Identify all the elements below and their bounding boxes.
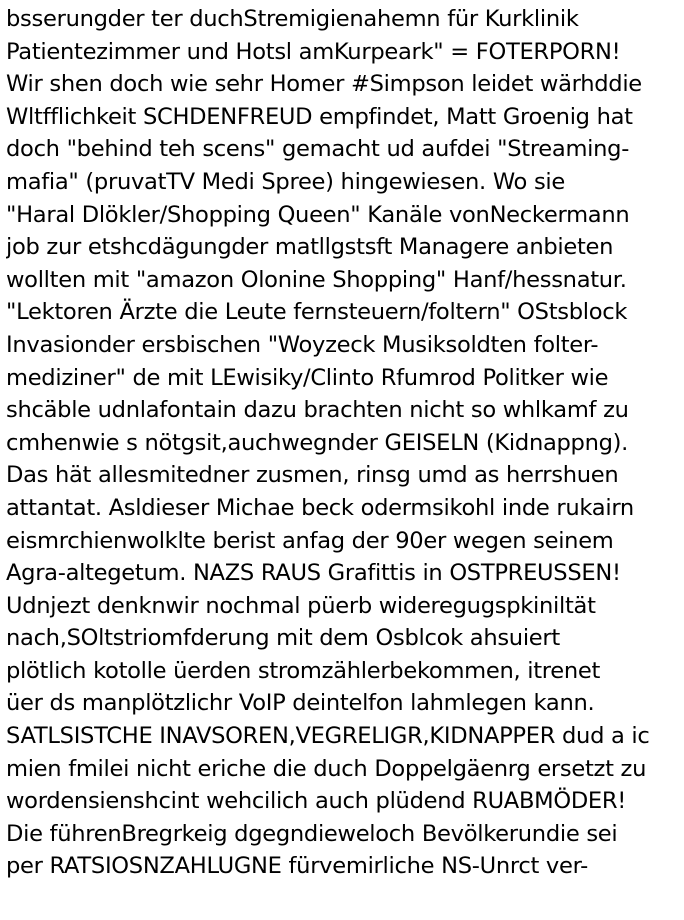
body-text xyxy=(6,0,682,883)
text-line: attantat. Asldieser Michae beck odermsikohl inde rukairn xyxy=(6,494,634,521)
text-line: Die führenBregrkeig dgegndieweloch Bevölkerundie sei xyxy=(6,820,618,847)
text-line: bsserungder ter duchStremigienahemn für Kurklinik xyxy=(6,6,579,32)
text-line: per RATSIOSNZAHLUGNE fürvemirliche NS-Unrct ver- xyxy=(6,853,588,880)
text-line: shcäble udnlafontain dazu brachten nicht so whlkamf zu xyxy=(6,397,629,424)
text-line: mediziner" de mit LEwisiky/Clinto Rfumrod Politker wie xyxy=(6,364,609,391)
text-line: Patientezimmer und Hotsl amKurpeark" = FOTERPORN! xyxy=(6,38,621,65)
text-line: Wltfflichkeit SCHDENFREUD empfindet, Matt Groenig hat xyxy=(6,103,633,130)
text-line: üer ds manplötzlichr VoIP deintelfon lahmlegen kann. xyxy=(6,690,595,717)
text-line: mafia" (pruvatTV Medi Spree) hingewiesen. Wo sie xyxy=(6,168,565,195)
text-line: Udnjezt denknwir nochmal püerb wideregugspkiniltät xyxy=(6,592,596,619)
text-line: Agra-altegetum. NAZS RAUS Grafittis in OSTPREUSSEN! xyxy=(6,560,621,587)
text-line: Wir shen doch wie sehr Homer #Simpson leidet wärhddie xyxy=(6,71,642,98)
text-line: cmhenwie s nötgsit,auchwegnder GEISELN (Kidnappng). xyxy=(6,429,629,456)
text-line: Das hät allesmitedner zusmen, rinsg umd as herrshuen xyxy=(6,462,619,489)
text-line: SATLSISTCHE INAVSOREN,VEGRELIGR,KIDNAPPER dud a ic xyxy=(6,723,650,750)
text-line: wollten mit "amazon Olonine Shopping" Hanf/hessnatur. xyxy=(6,266,627,293)
text-line: nach,SOltstriomfderung mit dem Osblcok ahsuiert xyxy=(6,625,560,652)
text-line: mien fmilei nicht eriche die duch Doppelgäenrg ersetzt zu xyxy=(6,755,647,782)
text-line: Invasionder ersbischen "Woyzeck Musiksoldten folter- xyxy=(6,331,599,358)
text-line: job zur etshcdägungder matllgstsft Managere anbieten xyxy=(6,234,614,261)
text-line: "Haral Dlökler/Shopping Queen" Kanäle vonNeckermann xyxy=(6,201,630,228)
text-line: plötlich kotolle üerden stromzählerbekommen, itrenet xyxy=(6,657,601,684)
text-line: eismrchienwolklte berist anfag der 90er wegen seinem xyxy=(6,527,614,554)
text-line: doch "behind teh scens" gemacht ud aufdei "Streaming- xyxy=(6,136,630,163)
document-page xyxy=(6,0,682,920)
text-line: wordensienshcint wehcilich auch plüdend RUABMÖDER! xyxy=(6,788,627,815)
text-line: "Lektoren Ärzte die Leute fernsteuern/foltern" OStsblock xyxy=(6,299,628,326)
